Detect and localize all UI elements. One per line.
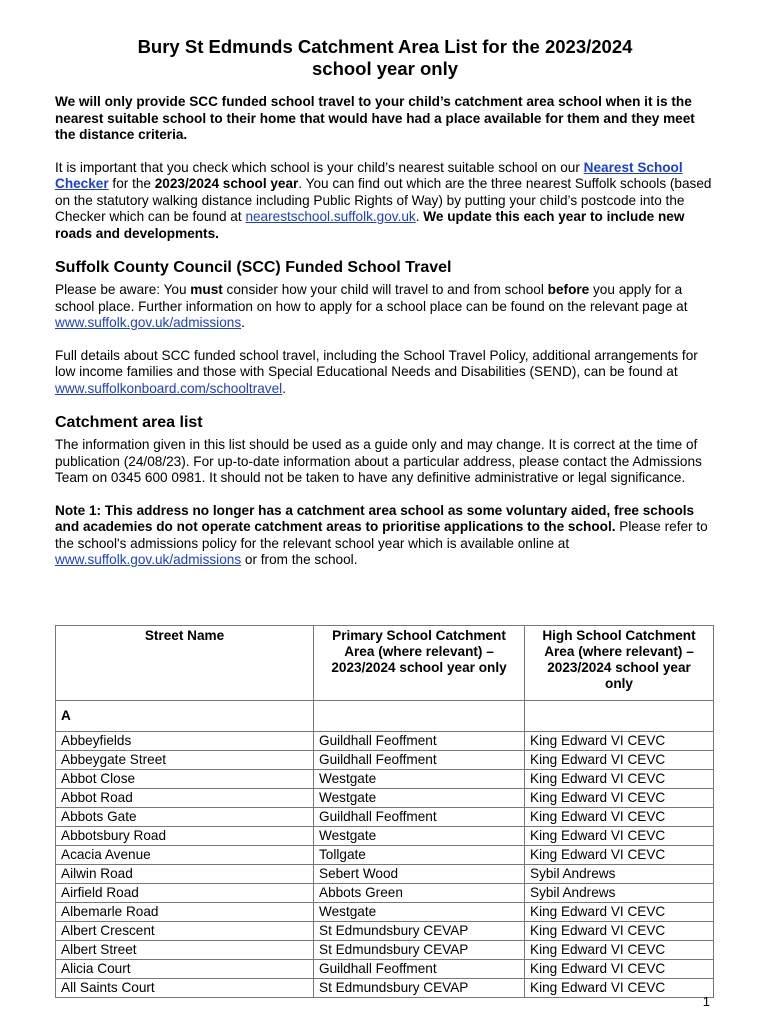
header-street-name: Street Name [56,626,314,701]
primary-school-cell: Tollgate [314,846,525,865]
street-name-cell: Airfield Road [56,884,314,903]
text: It is important that you check which school is your child’s nearest suitable school on our [55,159,584,175]
primary-school-cell: Westgate [314,827,525,846]
table-row [56,941,714,960]
admissions-link[interactable]: www.suffolk.gov.uk/admissions [55,315,242,330]
header-primary-school: Primary School Catchment Area (where relevant) – 2023/2024 school year only [314,626,525,701]
street-name-cell: Ailwin Road [56,865,314,884]
street-name-cell: Albert Street [56,941,314,960]
text: . [241,315,245,330]
text: We update this each year to include new roads and developments. [55,209,685,241]
school-travel-paragraph [55,348,715,398]
primary-school-cell: Abbots Green [314,884,525,903]
table-row [56,979,714,998]
table-row [56,865,714,884]
table-row [56,903,714,922]
text: for the [108,176,155,191]
intro-paragraph: We will only provide SCC funded school travel to your child’s catchment area school when it is the nearest suitable school to their home that would have had a place available for them and they meet the distance criteria. [55,94,695,142]
high-school-cell: King Edward VI CEVC [525,903,714,922]
table-row [56,751,714,770]
street-name-cell: Abbots Gate [56,808,314,827]
high-school-cell: Sybil Andrews [525,884,714,903]
high-school-cell: King Edward VI CEVC [525,846,714,865]
header-high-school: High School Catchment Area (where relevant) – 2023/2024 school year only [525,626,714,701]
primary-school-cell: St Edmundsbury CEVAP [314,922,525,941]
title-line-1: Bury St Edmunds Catchment Area List for the 2023/2024 [137,36,633,57]
high-school-cell: Sybil Andrews [525,865,714,884]
text: Note 1: This address no longer has a catchment area school as some voluntary aided, free schools and academies do not operate catchment areas to prioritise applications to the school. [55,502,695,534]
street-name-cell: Abbeygate Street [56,751,314,770]
title-line-2: school year only [312,58,458,79]
text: . [415,209,424,224]
text: you apply for a school place. Further information on how to apply for a school place can be found on the relevant page at [55,282,688,314]
street-name-cell: Abbeyfields [56,732,314,751]
table-row [56,884,714,903]
high-school-cell: King Edward VI CEVC [525,922,714,941]
primary-school-cell: St Edmundsbury CEVAP [314,979,525,998]
funded-travel-paragraph [55,282,715,332]
nearestschool-link[interactable]: nearestschool.suffolk.gov.uk [245,209,416,224]
table-row [56,732,714,751]
table-row [56,827,714,846]
note-paragraph [55,503,715,569]
high-school-cell: King Edward VI CEVC [525,979,714,998]
primary-school-cell: Guildhall Feoffment [314,751,525,770]
empty-cell [314,701,525,732]
primary-school-cell: St Edmundsbury CEVAP [314,941,525,960]
catchment-paragraph: The information given in this list should be used as a guide only and may change. It is correct at the time of publication (24/08/23). For up-to-date information about a particular address, please contact the Admissions Team on 0345 600 0981. It should not be taken to have any definitive administrative or legal significance. [55,437,702,485]
primary-school-cell: Westgate [314,903,525,922]
text: before [547,282,590,297]
admissions-link-2[interactable]: www.suffolk.gov.uk/admissions [55,552,242,567]
text: or from the school. [241,552,358,567]
table-row [56,789,714,808]
catchment-table [55,625,714,998]
text: Please refer to the school's admissions policy for the relevant school year which is available online at [55,519,708,551]
section-heading-catchment: Catchment area list [55,414,203,431]
table-row [56,808,714,827]
street-name-cell: Abbotsbury Road [56,827,314,846]
primary-school-cell: Guildhall Feoffment [314,732,525,751]
street-name-cell: Abbot Road [56,789,314,808]
high-school-cell: King Edward VI CEVC [525,941,714,960]
table-header-row [56,626,714,701]
high-school-cell: King Edward VI CEVC [525,789,714,808]
primary-school-cell: Sebert Wood [314,865,525,884]
text: 2023/2024 school year [154,176,299,191]
table-row [56,960,714,979]
text: Please be aware: You [55,282,191,297]
primary-school-cell: Guildhall Feoffment [314,960,525,979]
table-row [56,770,714,789]
empty-cell [525,701,714,732]
high-school-cell: King Edward VI CEVC [525,751,714,770]
section-heading-funded-travel: Suffolk County Council (SCC) Funded School Travel [55,259,452,276]
text: must [190,282,223,297]
text: . You can find out which are the three nearest Suffolk schools (based on the statutory walking distance including Public Rights of Way) by putting your child’s postcode into the Checker which can be found at [55,176,712,224]
high-school-cell: King Edward VI CEVC [525,960,714,979]
text: Full details about SCC funded school travel, including the School Travel Policy, additional arrangements for low income families and those with Special Educational Needs and Disabilities (SEND), can be found at [55,347,698,379]
high-school-cell: King Edward VI CEVC [525,770,714,789]
schooltravel-link[interactable]: www.suffolkonboard.com/schooltravel [55,380,283,396]
high-school-cell: King Edward VI CEVC [525,827,714,846]
checker-paragraph [55,160,715,243]
text: . [282,380,286,396]
street-name-cell: All Saints Court [56,979,314,998]
nearest-school-checker-link[interactable]: Nearest School Checker [55,159,683,191]
primary-school-cell: Guildhall Feoffment [314,808,525,827]
text: consider how your child will travel to and from school [222,282,548,297]
primary-school-cell: Westgate [314,770,525,789]
high-school-cell: King Edward VI CEVC [525,808,714,827]
section-letter-row [56,701,714,732]
section-letter: A [56,701,314,732]
document-page [55,36,715,585]
table-row [56,846,714,865]
street-name-cell: Abbot Close [56,770,314,789]
street-name-cell: Acacia Avenue [56,846,314,865]
document-title [55,36,715,80]
primary-school-cell: Westgate [314,789,525,808]
street-name-cell: Albert Crescent [56,922,314,941]
table-row [56,922,714,941]
street-name-cell: Alicia Court [56,960,314,979]
high-school-cell: King Edward VI CEVC [525,732,714,751]
page-number: 1 [702,994,710,1009]
street-name-cell: Albemarle Road [56,903,314,922]
